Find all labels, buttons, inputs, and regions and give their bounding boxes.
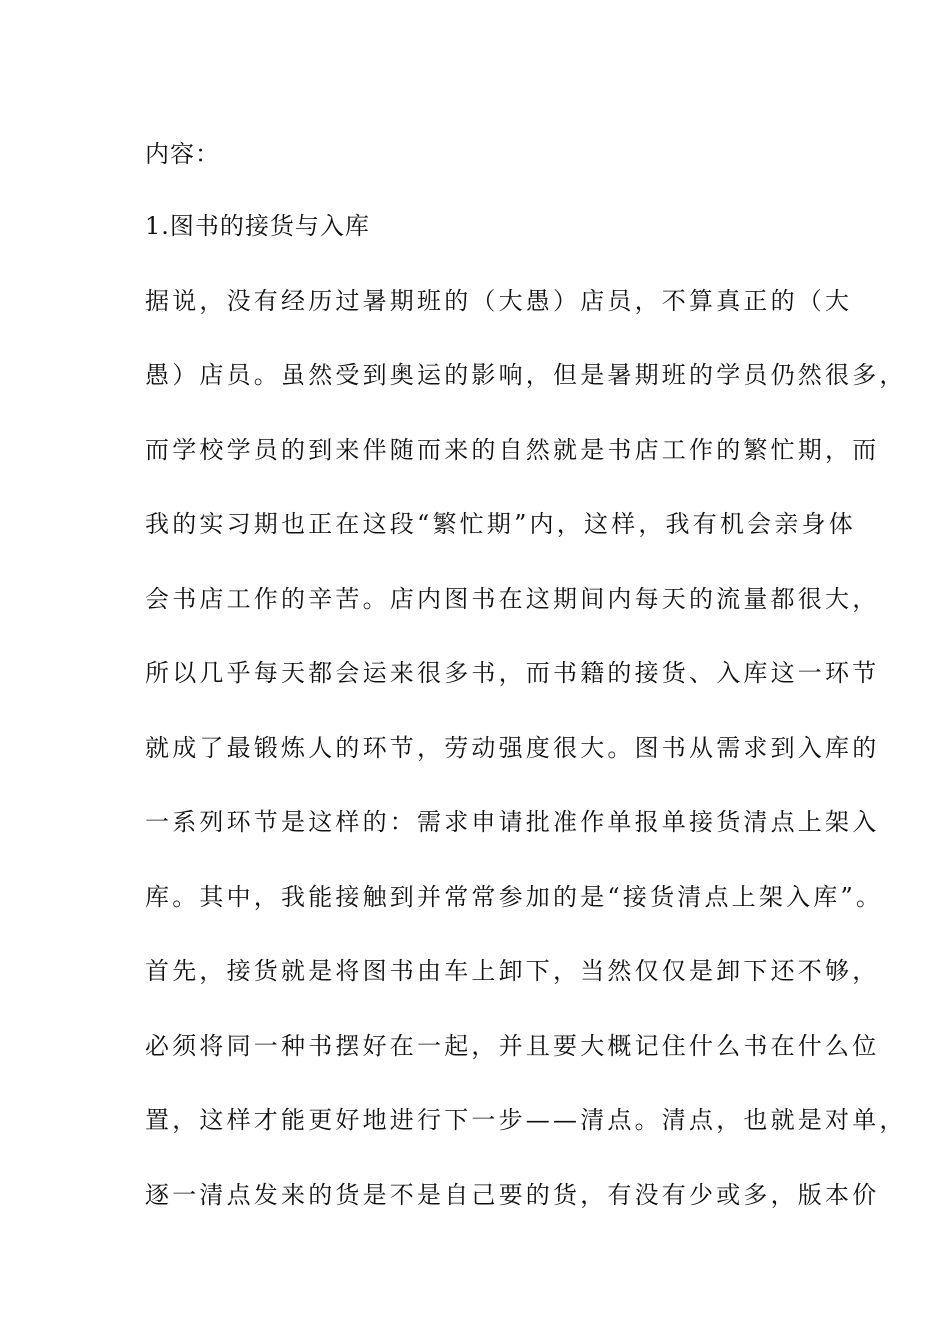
paragraph-line: 而学校学员的到来伴随而来的自然就是书店工作的繁忙期，而 (145, 436, 880, 464)
paragraph-line: 库。其中，我能接触到并常常参加的是“接货清点上架入库”。 (145, 883, 884, 911)
paragraph-line: 会书店工作的辛苦。店内图书在这期间内每天的流量都很大， (145, 585, 880, 613)
paragraph-line: 愚）店员。虽然受到奥运的影响，但是暑期班的学员仍然很多， (145, 361, 907, 389)
paragraph-line: 据说，没有经历过暑期班的（大愚）店员，不算真正的（大 (145, 287, 853, 315)
paragraph-line: 必须将同一种书摆好在一起，并且要大概记住什么书在什么位 (145, 1032, 880, 1060)
paragraph-line: 所以几乎每天都会运来很多书，而书籍的接货、入库这一环节 (145, 659, 880, 687)
content-label: 内容： (145, 140, 220, 168)
section-title: 1.图书的接货与入库 (145, 212, 370, 240)
paragraph-line: 置，这样才能更好地进行下一步——清点。清点，也就是对单， (145, 1106, 907, 1134)
paragraph-line: 就成了最锻炼人的环节，劳动强度很大。图书从需求到入库的 (145, 734, 880, 762)
paragraph-line: 首先，接货就是将图书由车上卸下，当然仅仅是卸下还不够， (145, 957, 880, 985)
paragraph-line: 我的实习期也正在这段“繁忙期”内，这样，我有机会亲身体 (145, 510, 856, 538)
paragraph-line: 一系列环节是这样的：需求申请批准作单报单接货清点上架入 (145, 808, 880, 836)
paragraph-line: 逐一清点发来的货是不是自己要的货，有没有少或多，版本价 (145, 1181, 880, 1209)
